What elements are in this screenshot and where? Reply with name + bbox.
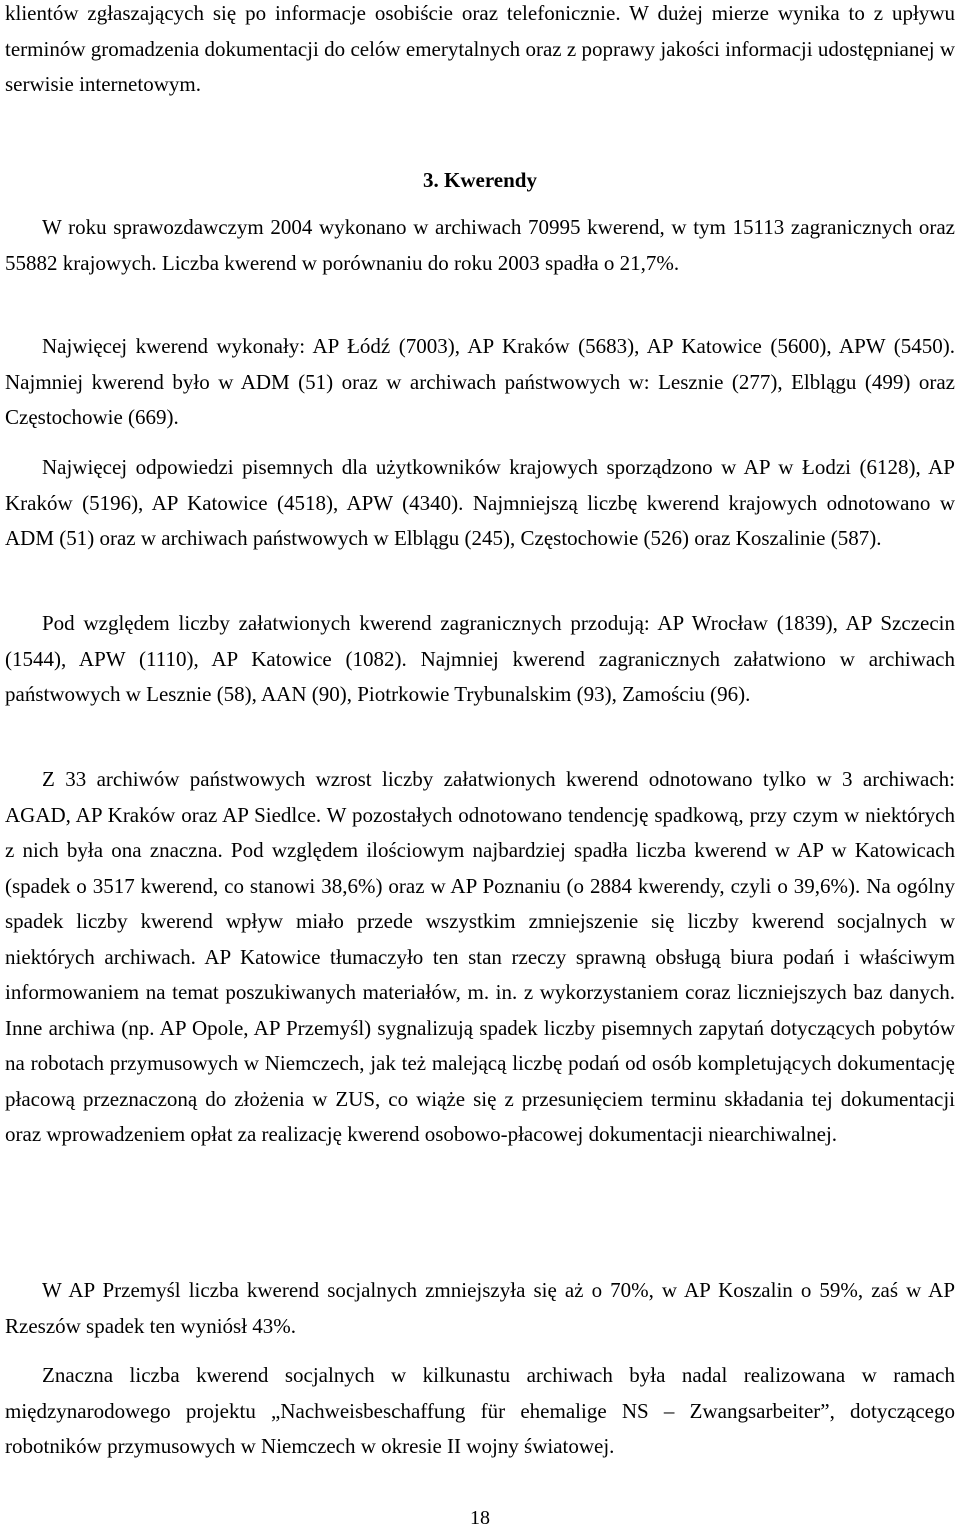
paragraph-block-4: [5, 606, 955, 713]
paragraph-block-5: [5, 762, 955, 1153]
paragraph-block-6: [5, 1273, 955, 1344]
paragraph-block-1: [5, 210, 955, 281]
paragraph: Z 33 archiwów państwowych wzrost liczby załatwionych kwerend odnotowano tylko w 3 archiwach: AGAD, AP Kraków oraz AP Siedlce. W pozostałych odnotowano tendencję spadkową, przy czym w niektórych z nich była ona znaczna. Pod względem ilościowym najbardziej spadła liczba kwerend w AP w Katowicach (spadek o 3517 kwerend, co stanowi 38,6%) oraz w AP Poznaniu (o 2884 kwerendy, czyli o 39,6%). Na ogólny spadek liczby kwerend wpływ miało przede wszystkim zmniejszenie się liczby kwerend socjalnych w niektórych archiwach. AP Katowice tłumaczyło ten stan rzeczy sprawną obsługą biura podań i właściwym informowaniem na temat poszukiwanych materiałów, m. in. z wykorzystaniem coraz liczniejszych baz danych. Inne archiwa (np. AP Opole, AP Przemyśl) sygnalizują spadek liczby pisemnych zapytań dotyczących pobytów na robotach przymusowych w Niemczech, jak też malejącą liczbę podań od osób kompletujących dokumentację płacową przeznaczoną do złożenia w ZUS, co wiąże się z przesunięciem terminu składania tej dokumentacji oraz wprowadzeniem opłat za realizację kwerend osobowo-płacowej dokumentacji niearchiwalnej.: [5, 767, 955, 1146]
paragraph: W AP Przemyśl liczba kwerend socjalnych zmniejszyła się aż o 70%, w AP Koszalin o 59%, zaś w AP Rzeszów spadek ten wyniósł 43%.: [5, 1278, 955, 1338]
paragraph-block-7: [5, 1358, 955, 1465]
section-heading: 3. Kwerendy: [423, 168, 537, 192]
intro-paragraph-block: [5, 0, 955, 103]
page-number: 18: [470, 1507, 490, 1529]
paragraph-block-2: [5, 329, 955, 436]
paragraph-block-3: [5, 450, 955, 557]
intro-paragraph: klientów zgłaszających się po informacje osobiście oraz telefonicznie. W dużej mierze wynika to z upływu terminów gromadzenia dokumentacji do celów emerytalnych oraz z poprawy jakości informacji udostępnianej w serwisie internetowym.: [5, 1, 955, 96]
paragraph: W roku sprawozdawczym 2004 wykonano w archiwach 70995 kwerend, w tym 15113 zagranicznych oraz 55882 krajowych. Liczba kwerend w porównaniu do roku 2003 spadła o 21,7%.: [5, 215, 955, 275]
paragraph: Najwięcej kwerend wykonały: AP Łódź (7003), AP Kraków (5683), AP Katowice (5600), APW (5450). Najmniej kwerend było w ADM (51) oraz w archiwach państwowych w: Lesznie (277), Elblągu (499) oraz Częstochowie (669).: [5, 334, 955, 429]
paragraph: Znaczna liczba kwerend socjalnych w kilkunastu archiwach była nadal realizowana w ramach międzynarodowego projektu „Nachweisbeschaffung für ehemalige NS – Zwangsarbeiter”, dotyczącego robotników przymusowych w Niemczech w okresie II wojny światowej.: [5, 1363, 955, 1458]
paragraph: Pod względem liczby załatwionych kwerend zagranicznych przodują: AP Wrocław (1839), AP Szczecin (1544), APW (1110), AP Katowice (1082). Najmniej kwerend zagranicznych załatwiono w archiwach państwowych w Lesznie (58), AAN (90), Piotrkowie Trybunalskim (93), Zamościu (96).: [5, 611, 955, 706]
paragraph: Najwięcej odpowiedzi pisemnych dla użytkowników krajowych sporządzono w AP w Łodzi (6128), AP Kraków (5196), AP Katowice (4518), APW (4340). Najmniejszą liczbę kwerend krajowych odnotowano w ADM (51) oraz w archiwach państwowych w Elblągu (245), Częstochowie (526) oraz Koszalinie (587).: [5, 455, 955, 550]
